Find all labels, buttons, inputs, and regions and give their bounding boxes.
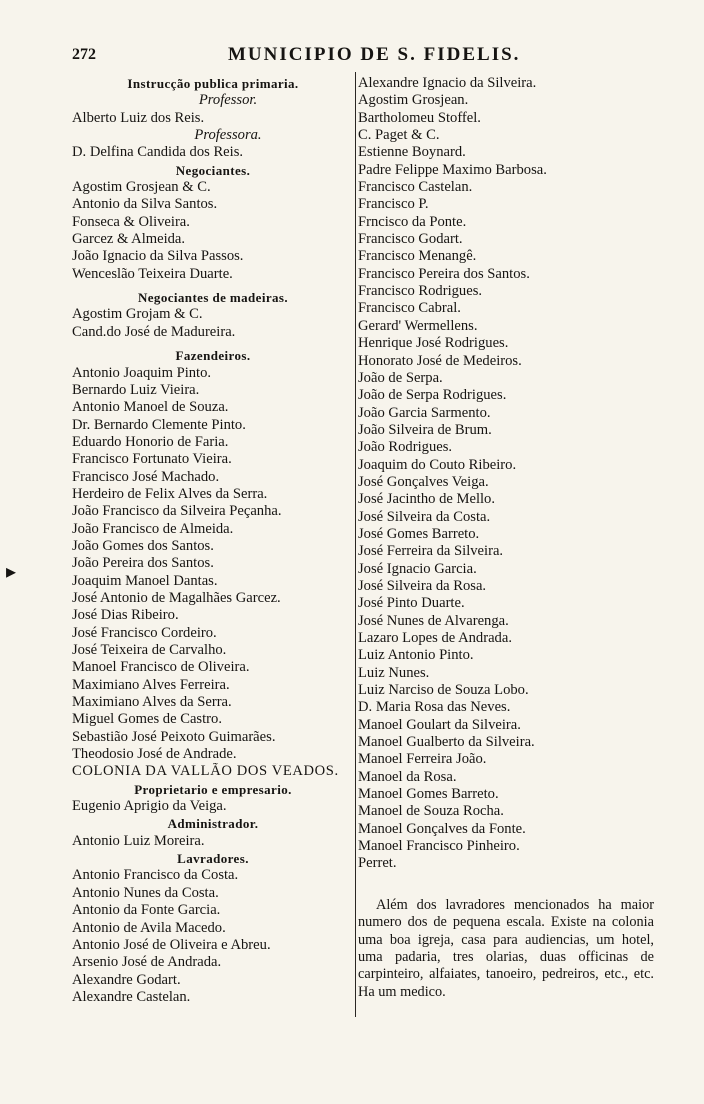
list-item: Fonseca & Oliveira. [72,213,190,230]
list-item: José Pinto Duarte. [358,595,465,612]
list-item: Padre Felippe Maximo Barbosa. [358,161,547,178]
list-item: José Ferreira da Silveira. [358,543,504,560]
list-item: Luiz Nunes. [358,664,430,681]
list-item: Frncisco da Ponte. [358,213,467,230]
list-item: Manoel da Rosa. [358,768,457,785]
lavradores-list [72,867,354,1006]
list-item: João Pereira dos Santos. [72,555,214,572]
list-item: João de Serpa Rodrigues. [358,387,507,404]
list-item: Luiz Antonio Pinto. [358,647,474,664]
list-item: Perret. [358,855,397,872]
list-item: José Dias Ribeiro. [72,607,179,624]
column-rule [355,72,356,1017]
list-item: Antonio da Fonte Garcia. [72,902,221,919]
list-item: Francisco Fortunato Vieira. [72,451,232,468]
edge-mark: ▸ [6,561,17,583]
list-item: Francisco Menangê. [358,248,477,265]
running-title: MUNICIPIO DE S. FIDELIS. [228,44,521,65]
list-item: Garcez & Almeida. [72,231,186,248]
list-item: Alexandre Castelan. [72,988,191,1005]
list-item: Manoel Gonçalves da Fonte. [358,820,526,837]
list-item: Theodosio José de Andrade. [72,746,237,763]
list-item: João Gomes dos Santos. [72,537,214,554]
list-item: João Francisco da Silveira Peçanha. [72,503,282,520]
lavradores-continued-list [358,75,654,873]
list-item: Manoel de Souza Rocha. [358,803,504,820]
list-item: Antonio Francisco da Costa. [72,867,239,884]
list-item: José Silveira da Rosa. [358,577,487,594]
section-heading-fazendeiros: Fazendeiros. [175,348,251,364]
list-item: João de Serpa. [358,369,443,386]
section-heading-negociantes: Negociantes. [175,162,251,178]
fazendeiros-list [72,365,354,764]
list-item: C. Paget & C. [358,127,440,144]
list-item: Gerard' Wermellens. [358,317,478,334]
right-column [358,75,654,1001]
list-item: Francisco Rodrigues. [358,283,483,300]
page-header [72,44,642,68]
list-item: Francisco P. [358,196,429,213]
list-item: Joaquim do Couto Ribeiro. [358,456,517,473]
list-item: José Gomes Barreto. [358,525,480,542]
list-item: Manoel Goulart da Silveira. [358,716,521,733]
negociantes-list [72,179,354,283]
list-item: Alexandre Godart. [72,971,181,988]
list-item: Manoel Ferreira João. [358,751,487,768]
list-item: Agostim Grosjean & C. [72,179,211,196]
list-item: Francisco Castelan. [358,179,473,196]
list-item: Francisco Cabral. [358,300,461,317]
list-item: João Garcia Sarmento. [358,404,491,421]
list-item: Manoel Gomes Barreto. [358,786,499,803]
list-item: João Francisco de Almeida. [72,520,234,537]
list-item: Francisco José Machado. [72,468,220,485]
colonia-title: COLONIA DA VALLÃO DOS VEADOS. [72,763,339,780]
administrador-name: Antonio Luiz Moreira. [72,832,205,849]
list-item: Bartholomeu Stoffel. [358,109,481,126]
list-item: José Teixeira de Carvalho. [72,642,227,658]
proprietario-name: Eugenio Aprigio da Veiga. [72,798,227,815]
section-heading-proprietario: Proprietario e empresario. [134,781,292,797]
list-item: José Ignacio Garcia. [358,560,477,577]
list-item: Henrique José Rodrigues. [358,335,509,352]
list-item: José Gonçalves Veiga. [358,473,489,490]
list-item: José Jacintho de Mello. [358,491,495,508]
list-item: Antonio da Silva Santos. [72,196,218,213]
list-item: Antonio Manoel de Souza. [72,399,229,416]
list-item: Manoel Gualberto da Silveira. [358,734,535,751]
list-item: Bernardo Luiz Vieira. [72,381,200,398]
professora-name: D. Delfina Candida dos Reis. [72,144,244,161]
list-item: Miguel Gomes de Castro. [72,711,222,728]
list-item: José Nunes de Alvarenga. [358,612,509,629]
list-item: Agostim Grojam & C. [72,306,203,323]
list-item: Eduardo Honorio de Faria. [72,433,229,450]
list-item: D. Maria Rosa das Neves. [358,699,511,716]
list-item: José Antonio de Magalhães Garcez. [72,589,281,606]
list-item: João Silveira de Brum. [358,421,492,438]
list-item: João Rodrigues. [358,439,453,456]
section-heading-administrador: Administrador. [167,816,259,832]
list-item: Francisco Pereira dos Santos. [358,265,530,282]
list-item: Herdeiro de Felix Alves da Serra. [72,485,268,502]
list-item: José Francisco Cordeiro. [72,624,217,641]
list-item: Antonio de Avila Macedo. [72,919,226,936]
page-number: 272 [72,46,96,63]
list-item: Arsenio José de Andrada. [72,954,222,971]
madeiras-list [72,306,354,341]
list-item: Dr. Bernardo Clemente Pinto. [72,416,246,433]
list-item: Lazaro Lopes de Andrada. [358,630,512,646]
list-item: Wenceslão Teixeira Duarte. [72,265,233,282]
list-item: Sebastião José Peixoto Guimarães. [72,728,276,745]
professor-label: Professor. [198,92,258,109]
professor-name: Alberto Luiz dos Reis. [72,109,205,126]
list-item: Francisco Godart. [358,231,463,248]
list-item: Antonio Joaquim Pinto. [72,364,212,381]
section-heading-madeiras: Negociantes de madeiras. [137,290,289,306]
list-item: José Silveira da Costa. [358,508,491,525]
list-item: Manoel Francisco de Oliveira. [72,659,250,676]
list-item: Honorato José de Medeiros. [358,352,522,369]
list-item: Agostim Grosjean. [358,92,469,109]
list-item: João Ignacio da Silva Passos. [72,248,244,265]
list-item: Maximiano Alves da Serra. [72,694,232,711]
list-item: Joaquim Manoel Dantas. [72,572,218,589]
list-item: Estienne Boynard. [358,144,466,161]
section-heading-lavradores: Lavradores. [177,851,249,867]
list-item: Luiz Narciso de Souza Lobo. [358,682,529,699]
list-item: Alexandre Ignacio da Silveira. [358,75,537,91]
list-item: Antonio José de Oliveira e Abreu. [72,936,271,953]
list-item: Maximiano Alves Ferreira. [72,676,230,693]
list-item: Manoel Francisco Pinheiro. [358,838,520,855]
list-item: Cand.do José de Madureira. [72,323,236,340]
section-heading-instrucao: Instrucção publica primaria. [127,76,299,91]
professora-label: Professora. [194,127,262,144]
list-item: Antonio Nunes da Costa. [72,884,219,901]
closing-paragraph: Além dos lavradores mencionados ha maior numero dos de pequena escala. Existe na colonia uma boa igreja, casa para audiencias, um hotel, uma padaria, tres olarias, duas officinas de carpinteiro, alfaiates, tanoeiro, pedreiros, etc., etc. Ha um medico. [358,896,654,1000]
left-column [72,75,354,1006]
